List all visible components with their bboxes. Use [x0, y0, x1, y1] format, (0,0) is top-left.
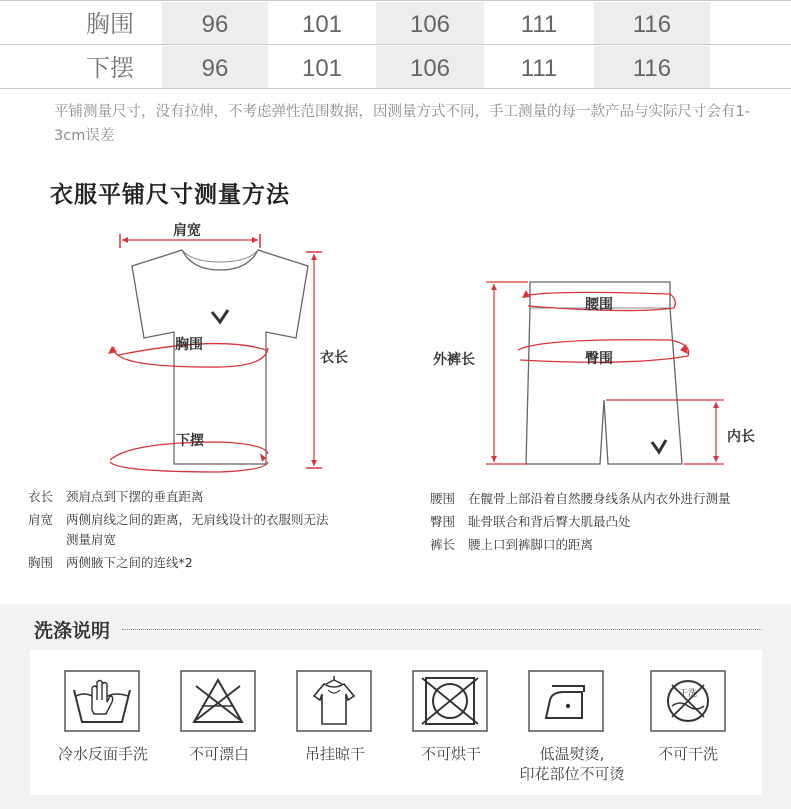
shoulder-label: 肩宽: [173, 223, 201, 239]
wash-label: 不可漂白: [188, 745, 249, 763]
desc-text: 两侧腋下之间的连线*2: [66, 555, 193, 570]
table-divider: [0, 0, 791, 1]
desc-text: 在髋骨上部沿着自然腰身线条从内衣外进行测量: [468, 491, 731, 506]
row-label: 下摆: [86, 55, 134, 82]
desc-item: [28, 553, 408, 573]
chest-label: 胸围: [175, 337, 203, 353]
row-label: 胸围: [86, 11, 134, 38]
waist-label: 腰围: [585, 297, 613, 313]
table-cell: 96: [162, 2, 268, 44]
desc-item: [28, 487, 408, 507]
no-tumble-dry-icon: [412, 670, 488, 732]
table-cell: 116: [594, 46, 710, 88]
desc-key: 胸围: [28, 555, 54, 570]
no-dry-clean-icon: [650, 670, 726, 732]
iron-low-icon: [528, 670, 604, 732]
desc-text: 腰上口到裤脚口的距离: [468, 537, 594, 552]
dry-clean-text: 干洗: [678, 689, 698, 699]
table-divider: [0, 44, 791, 45]
measurement-note: 平铺测量尺寸，没有拉伸，不考虑弹性范围数据，因测量方式不同，手工测量的每一款产品与实际尺寸会有1-3cm误差: [54, 104, 750, 144]
desc-key: 衣长: [28, 489, 54, 504]
measure-section-title: 衣服平铺尺寸测量方法: [50, 182, 290, 208]
desc-item: [28, 510, 408, 550]
desc-key: 裤长: [430, 537, 456, 552]
tshirt-diagram: [70, 210, 370, 480]
hem-label: 下摆: [176, 433, 204, 449]
wash-title: 洗涤说明: [34, 620, 111, 642]
table-cell: 106: [376, 46, 484, 88]
inseam-label: 内长: [727, 429, 755, 445]
hang-dry-icon: [296, 670, 372, 732]
table-cell: 111: [520, 55, 558, 82]
tshirt-outline: [132, 250, 308, 464]
desc-text-cont: 测量肩宽: [66, 532, 117, 547]
outseam-label: 外裤长: [433, 352, 475, 368]
wash-label: 低温熨烫, 印花部位不可烫: [519, 745, 625, 783]
pants-measure-descriptions: [430, 487, 780, 556]
table-cell: 101: [301, 11, 343, 38]
desc-key: 腰围: [430, 491, 456, 506]
no-bleach-icon: [180, 670, 256, 732]
desc-item: [430, 510, 780, 533]
wash-label: 冷水反面手洗: [57, 745, 148, 763]
table-cell: 106: [376, 2, 484, 44]
shirt-measure-descriptions: [28, 487, 408, 573]
desc-item: [430, 487, 780, 510]
dotted-divider: [122, 629, 762, 630]
hip-label: 臀围: [585, 351, 613, 367]
hand-wash-icon: [64, 670, 140, 732]
wash-label: 不可烘干: [420, 745, 481, 763]
table-row-chest: [0, 2, 791, 44]
desc-text: 耻骨联合和背后臀大肌最凸处: [468, 514, 631, 529]
desc-item: [430, 533, 780, 556]
table-cell: 116: [594, 2, 710, 44]
wash-label: 吊挂晾干: [304, 745, 365, 763]
table-cell: 111: [520, 11, 558, 38]
desc-text: 颈肩点到下摆的垂直距离: [66, 489, 204, 504]
table-cell: 101: [301, 55, 343, 82]
table-divider: [0, 88, 791, 89]
desc-key: 臀围: [430, 514, 456, 529]
desc-key: 肩宽: [28, 512, 54, 527]
table-row-hem: [0, 46, 791, 88]
table-cell: 96: [162, 46, 268, 88]
wash-label: 不可干洗: [657, 745, 718, 763]
desc-text: 两侧肩线之间的距离，无肩线设计的衣服则无法: [66, 512, 329, 527]
length-label: 衣长: [320, 350, 348, 366]
